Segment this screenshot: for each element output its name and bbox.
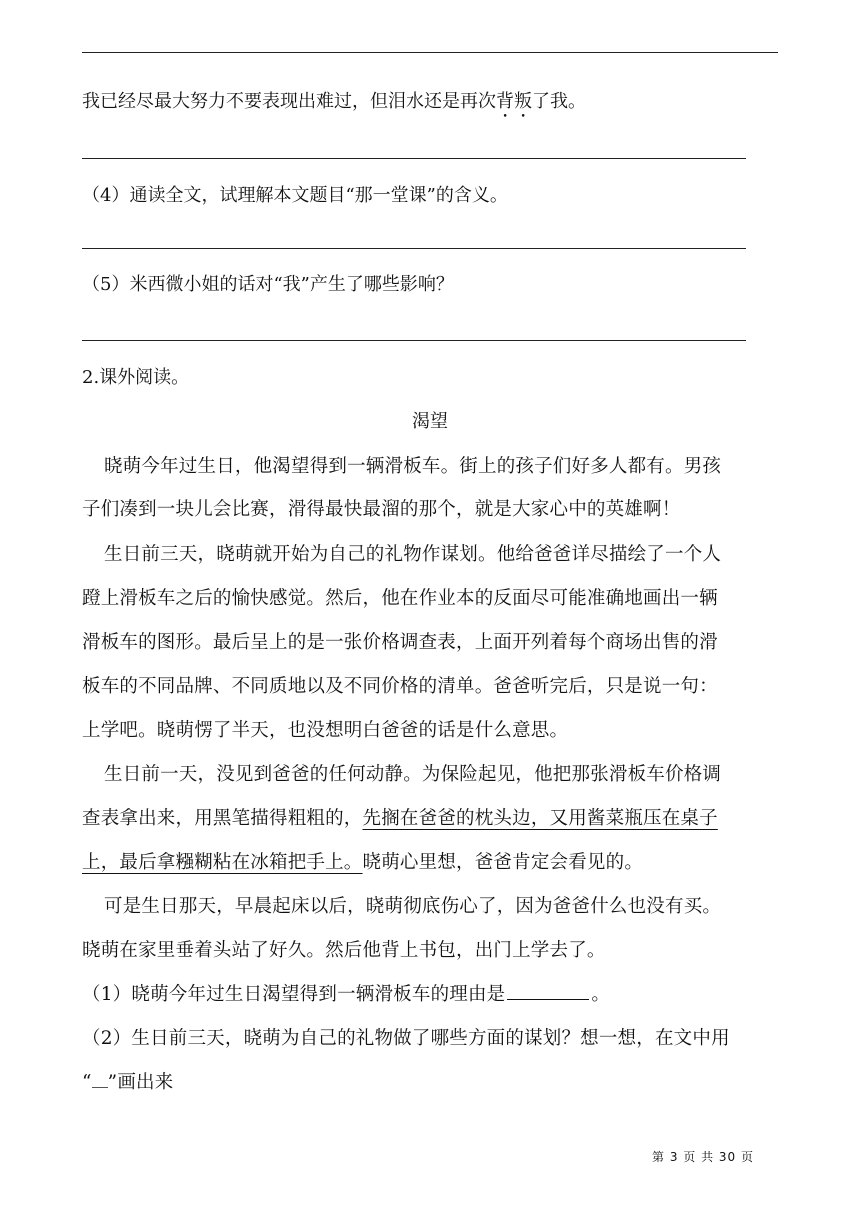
answer-line-2	[82, 248, 746, 249]
paragraph-2-line-1: 生日前三天，晓萌就开始为自己的礼物作谋划。他给爸爸详尽描绘了一个人	[104, 544, 722, 565]
question-2-line-1: （2）生日前三天，晓萌为自己的礼物做了哪些方面的谋划？想一想，在文中用	[82, 1028, 730, 1049]
paragraph-3-line-2-plain: 查表拿出来，用黑笔描得粗粗的，	[82, 808, 363, 829]
top-answer-line	[82, 52, 778, 53]
answer-line-1	[82, 158, 746, 159]
quoted-sentence	[82, 88, 586, 122]
sentence-prefix: 我已经尽最大努力不要表现出难过，但泪水还是再次	[82, 91, 496, 112]
question-5: （5）米西微小姐的话对“我”产生了哪些影响？	[82, 274, 454, 295]
underlined-passage-part-1: 先搁在爸爸的枕头边，又用酱菜瓶压在桌子	[362, 808, 718, 829]
article-title: 渴望	[412, 411, 448, 432]
paragraph-3-line-1: 生日前一天，没见到爸爸的任何动静。为保险起见，他把那张滑板车价格调	[104, 764, 722, 785]
emphasized-word: 背叛	[496, 91, 532, 112]
paragraph-3-line-3-plain: 晓萌心里想，爸爸肯定会看见的。	[362, 852, 644, 873]
underline-mark-sample	[92, 1073, 108, 1088]
paragraph-2-line-3: 滑板车的图形。最后呈上的是一张价格调查表，上面开列着每个商场出售的滑	[82, 632, 718, 653]
paragraph-1-line-1: 晓萌今年过生日，他渴望得到一辆滑板车。街上的孩子们好多人都有。男孩	[104, 456, 722, 477]
paragraph-2-line-5: 上学吧。晓萌愣了半天，也没想明白爸爸的话是什么意思。	[82, 720, 569, 741]
paragraph-2-line-4: 板车的不同品牌、不同质地以及不同价格的清单。爸爸听完后，只是说一句：	[82, 676, 718, 697]
answer-line-3	[82, 340, 746, 341]
paragraph-4-line-2: 晓萌在家里垂着头站了好久。然后他背上书包，出门上学去了。	[82, 940, 606, 961]
paragraph-3-line-3	[82, 849, 643, 877]
sentence-suffix: 了我。	[532, 91, 586, 112]
section-heading: 2.课外阅读。	[82, 367, 190, 388]
fill-in-blank	[507, 981, 589, 1000]
question-1-text: （1）晓萌今年过生日渴望得到一辆滑板车的理由是	[82, 984, 506, 1005]
paragraph-4-line-1: 可是生日那天，早晨起床以后，晓萌彻底伤心了，因为爸爸什么也没有买。	[104, 896, 722, 917]
paragraph-1-line-2: 子们凑到一块儿会比赛，滑得最快最溜的那个，就是大家心中的英雄啊！	[82, 499, 681, 520]
question-1-end: 。	[591, 984, 611, 1005]
question-1	[82, 981, 610, 1009]
open-quote: “	[82, 1072, 92, 1093]
question-4: （4）通读全文，试理解本文题目“那一堂课”的含义。	[82, 185, 508, 206]
question-2-line-2	[82, 1069, 173, 1097]
paragraph-3-line-2	[82, 805, 718, 833]
question-2-line-2-text: ”画出来	[107, 1072, 174, 1093]
paragraph-2-line-2: 蹬上滑板车之后的愉快感觉。然后，他在作业本的反面尽可能准确地画出一辆	[82, 588, 718, 609]
underlined-passage-part-2: 上，最后拿糨糊粘在冰箱把手上。	[82, 852, 363, 873]
page-footer: 第 3 页 共 30 页	[652, 1150, 754, 1164]
